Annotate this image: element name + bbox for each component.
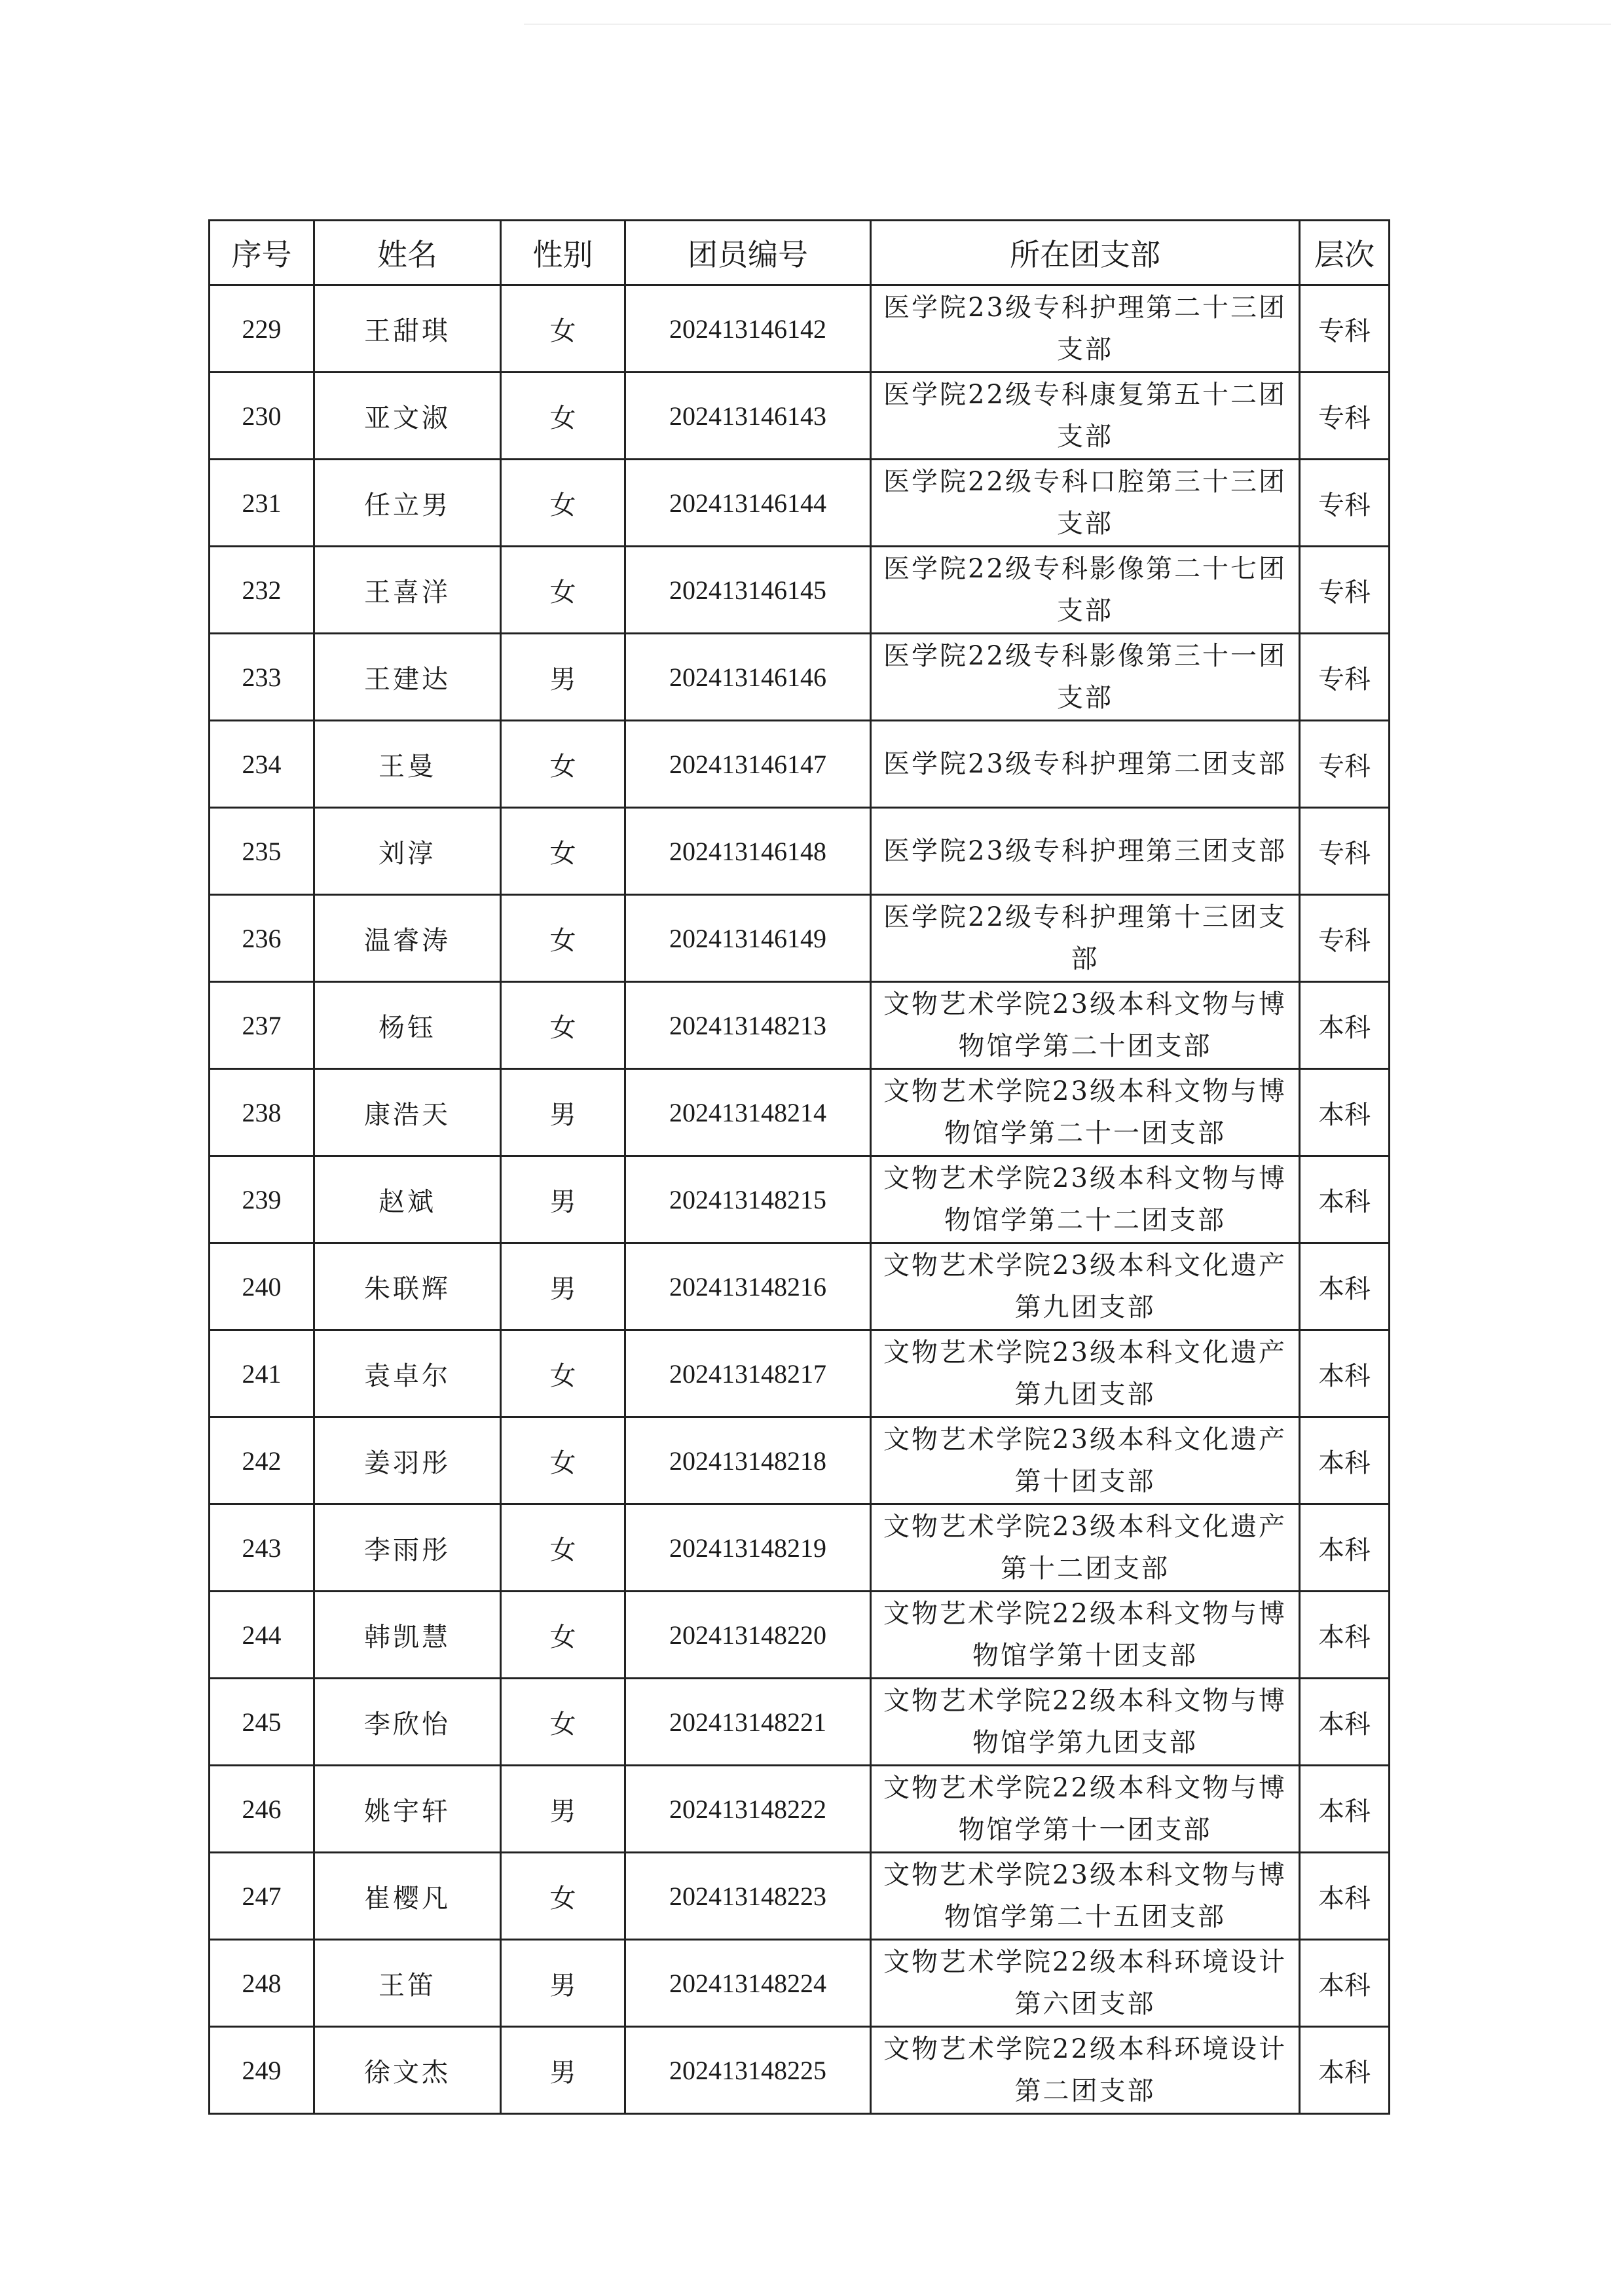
cell-gender: 女 bbox=[501, 1417, 625, 1504]
cell-seq: 239 bbox=[210, 1156, 314, 1243]
cell-level: 本科 bbox=[1300, 1853, 1390, 1940]
cell-name: 姜羽彤 bbox=[314, 1417, 501, 1504]
cell-gender: 男 bbox=[501, 1069, 625, 1156]
table-row bbox=[210, 1592, 1390, 1679]
table-row bbox=[210, 1940, 1390, 2027]
cell-member-id: 202413148224 bbox=[625, 1940, 871, 2027]
header-member-id: 团员编号 bbox=[625, 221, 871, 285]
cell-member-id: 202413148217 bbox=[625, 1330, 871, 1417]
cell-branch: 医学院23级专科护理第三团支部 bbox=[871, 808, 1300, 895]
cell-seq: 247 bbox=[210, 1853, 314, 1940]
cell-seq: 245 bbox=[210, 1679, 314, 1766]
header-level: 层次 bbox=[1300, 221, 1390, 285]
cell-branch: 文物艺术学院22级本科环境设计第六团支部 bbox=[871, 1940, 1300, 2027]
cell-gender: 女 bbox=[501, 547, 625, 634]
cell-name: 温睿涛 bbox=[314, 895, 501, 982]
cell-gender: 女 bbox=[501, 460, 625, 547]
header-row bbox=[210, 221, 1390, 285]
cell-member-id: 202413148213 bbox=[625, 982, 871, 1069]
cell-member-id: 202413146144 bbox=[625, 460, 871, 547]
cell-member-id: 202413148225 bbox=[625, 2027, 871, 2114]
cell-seq: 241 bbox=[210, 1330, 314, 1417]
table-row bbox=[210, 1243, 1390, 1330]
cell-seq: 235 bbox=[210, 808, 314, 895]
cell-gender: 女 bbox=[501, 1592, 625, 1679]
header-seq: 序号 bbox=[210, 221, 314, 285]
cell-level: 本科 bbox=[1300, 1766, 1390, 1853]
table-row bbox=[210, 373, 1390, 460]
cell-member-id: 202413146148 bbox=[625, 808, 871, 895]
cell-name: 李雨彤 bbox=[314, 1504, 501, 1592]
cell-name: 王建达 bbox=[314, 634, 501, 721]
cell-seq: 249 bbox=[210, 2027, 314, 2114]
cell-name: 袁卓尔 bbox=[314, 1330, 501, 1417]
cell-seq: 229 bbox=[210, 285, 314, 373]
cell-seq: 238 bbox=[210, 1069, 314, 1156]
cell-name: 朱联辉 bbox=[314, 1243, 501, 1330]
cell-branch: 文物艺术学院22级本科文物与博物馆学第十一团支部 bbox=[871, 1766, 1300, 1853]
cell-branch: 医学院22级专科护理第十三团支部 bbox=[871, 895, 1300, 982]
cell-level: 专科 bbox=[1300, 721, 1390, 808]
cell-seq: 236 bbox=[210, 895, 314, 982]
table-row bbox=[210, 1069, 1390, 1156]
header-gender: 性别 bbox=[501, 221, 625, 285]
table-row bbox=[210, 1417, 1390, 1504]
cell-name: 刘淳 bbox=[314, 808, 501, 895]
cell-member-id: 202413148218 bbox=[625, 1417, 871, 1504]
header-branch: 所在团支部 bbox=[871, 221, 1300, 285]
cell-branch: 文物艺术学院22级本科文物与博物馆学第十团支部 bbox=[871, 1592, 1300, 1679]
table-row bbox=[210, 1766, 1390, 1853]
cell-level: 本科 bbox=[1300, 1679, 1390, 1766]
cell-branch: 文物艺术学院23级本科文物与博物馆学第二十团支部 bbox=[871, 982, 1300, 1069]
cell-level: 专科 bbox=[1300, 460, 1390, 547]
cell-gender: 女 bbox=[501, 895, 625, 982]
cell-seq: 232 bbox=[210, 547, 314, 634]
cell-name: 赵斌 bbox=[314, 1156, 501, 1243]
cell-member-id: 202413146149 bbox=[625, 895, 871, 982]
cell-level: 本科 bbox=[1300, 1417, 1390, 1504]
table-row bbox=[210, 1679, 1390, 1766]
cell-name: 王甜琪 bbox=[314, 285, 501, 373]
cell-member-id: 202413148223 bbox=[625, 1853, 871, 1940]
cell-name: 杨钰 bbox=[314, 982, 501, 1069]
cell-gender: 女 bbox=[501, 1504, 625, 1592]
cell-seq: 240 bbox=[210, 1243, 314, 1330]
table-row bbox=[210, 1504, 1390, 1592]
cell-level: 本科 bbox=[1300, 1504, 1390, 1592]
cell-member-id: 202413146147 bbox=[625, 721, 871, 808]
cell-name: 康浩天 bbox=[314, 1069, 501, 1156]
cell-seq: 230 bbox=[210, 373, 314, 460]
table-row bbox=[210, 895, 1390, 982]
cell-branch: 文物艺术学院23级本科文物与博物馆学第二十二团支部 bbox=[871, 1156, 1300, 1243]
cell-name: 徐文杰 bbox=[314, 2027, 501, 2114]
cell-name: 韩凯慧 bbox=[314, 1592, 501, 1679]
cell-gender: 女 bbox=[501, 721, 625, 808]
cell-gender: 男 bbox=[501, 1243, 625, 1330]
cell-level: 本科 bbox=[1300, 1069, 1390, 1156]
cell-name: 李欣怡 bbox=[314, 1679, 501, 1766]
cell-branch: 医学院23级专科护理第二团支部 bbox=[871, 721, 1300, 808]
cell-level: 专科 bbox=[1300, 634, 1390, 721]
table-row bbox=[210, 634, 1390, 721]
table-row bbox=[210, 1853, 1390, 1940]
cell-member-id: 202413146146 bbox=[625, 634, 871, 721]
cell-branch: 医学院22级专科康复第五十二团支部 bbox=[871, 373, 1300, 460]
cell-member-id: 202413146143 bbox=[625, 373, 871, 460]
cell-branch: 医学院22级专科影像第三十一团支部 bbox=[871, 634, 1300, 721]
cell-gender: 男 bbox=[501, 2027, 625, 2114]
cell-name: 任立男 bbox=[314, 460, 501, 547]
cell-level: 专科 bbox=[1300, 373, 1390, 460]
cell-branch: 文物艺术学院22级本科环境设计第二团支部 bbox=[871, 2027, 1300, 2114]
table-row bbox=[210, 460, 1390, 547]
cell-seq: 248 bbox=[210, 1940, 314, 2027]
cell-gender: 男 bbox=[501, 634, 625, 721]
cell-gender: 男 bbox=[501, 1766, 625, 1853]
cell-level: 本科 bbox=[1300, 2027, 1390, 2114]
cell-branch: 文物艺术学院23级本科文物与博物馆学第二十五团支部 bbox=[871, 1853, 1300, 1940]
cell-seq: 242 bbox=[210, 1417, 314, 1504]
cell-level: 本科 bbox=[1300, 1243, 1390, 1330]
cell-name: 崔樱凡 bbox=[314, 1853, 501, 1940]
cell-branch: 医学院23级专科护理第二十三团支部 bbox=[871, 285, 1300, 373]
cell-gender: 女 bbox=[501, 285, 625, 373]
cell-member-id: 202413148221 bbox=[625, 1679, 871, 1766]
cell-member-id: 202413146142 bbox=[625, 285, 871, 373]
cell-member-id: 202413148214 bbox=[625, 1069, 871, 1156]
cell-seq: 237 bbox=[210, 982, 314, 1069]
cell-gender: 男 bbox=[501, 1940, 625, 2027]
cell-seq: 243 bbox=[210, 1504, 314, 1592]
cell-member-id: 202413148215 bbox=[625, 1156, 871, 1243]
cell-gender: 女 bbox=[501, 1679, 625, 1766]
header-name: 姓名 bbox=[314, 221, 501, 285]
cell-branch: 文物艺术学院23级本科文化遗产第十团支部 bbox=[871, 1417, 1300, 1504]
cell-name: 亚文淑 bbox=[314, 373, 501, 460]
cell-level: 本科 bbox=[1300, 1330, 1390, 1417]
cell-branch: 文物艺术学院23级本科文物与博物馆学第二十一团支部 bbox=[871, 1069, 1300, 1156]
cell-member-id: 202413146145 bbox=[625, 547, 871, 634]
cell-level: 本科 bbox=[1300, 982, 1390, 1069]
cell-member-id: 202413148216 bbox=[625, 1243, 871, 1330]
cell-branch: 医学院22级专科口腔第三十三团支部 bbox=[871, 460, 1300, 547]
cell-seq: 244 bbox=[210, 1592, 314, 1679]
cell-level: 专科 bbox=[1300, 895, 1390, 982]
table-row bbox=[210, 285, 1390, 373]
cell-member-id: 202413148219 bbox=[625, 1504, 871, 1592]
cell-gender: 男 bbox=[501, 1156, 625, 1243]
cell-seq: 231 bbox=[210, 460, 314, 547]
cell-name: 王喜洋 bbox=[314, 547, 501, 634]
cell-gender: 女 bbox=[501, 982, 625, 1069]
cell-gender: 女 bbox=[501, 1330, 625, 1417]
cell-member-id: 202413148220 bbox=[625, 1592, 871, 1679]
cell-level: 专科 bbox=[1300, 808, 1390, 895]
cell-gender: 女 bbox=[501, 808, 625, 895]
cell-seq: 233 bbox=[210, 634, 314, 721]
cell-level: 本科 bbox=[1300, 1592, 1390, 1679]
cell-branch: 文物艺术学院23级本科文化遗产第九团支部 bbox=[871, 1243, 1300, 1330]
table-row bbox=[210, 721, 1390, 808]
cell-gender: 女 bbox=[501, 1853, 625, 1940]
member-roster-table bbox=[208, 219, 1390, 2115]
cell-branch: 文物艺术学院22级本科文物与博物馆学第九团支部 bbox=[871, 1679, 1300, 1766]
cell-name: 王曼 bbox=[314, 721, 501, 808]
cell-level: 本科 bbox=[1300, 1156, 1390, 1243]
cell-branch: 医学院22级专科影像第二十七团支部 bbox=[871, 547, 1300, 634]
cell-gender: 女 bbox=[501, 373, 625, 460]
cell-level: 专科 bbox=[1300, 547, 1390, 634]
cell-seq: 246 bbox=[210, 1766, 314, 1853]
table-row bbox=[210, 1330, 1390, 1417]
cell-seq: 234 bbox=[210, 721, 314, 808]
scan-edge-line bbox=[524, 24, 1611, 25]
cell-branch: 文物艺术学院23级本科文化遗产第十二团支部 bbox=[871, 1504, 1300, 1592]
cell-level: 专科 bbox=[1300, 285, 1390, 373]
cell-branch: 文物艺术学院23级本科文化遗产第九团支部 bbox=[871, 1330, 1300, 1417]
table-row bbox=[210, 547, 1390, 634]
table-row bbox=[210, 808, 1390, 895]
cell-name: 王笛 bbox=[314, 1940, 501, 2027]
cell-member-id: 202413148222 bbox=[625, 1766, 871, 1853]
roster-body bbox=[210, 285, 1390, 2114]
table-row bbox=[210, 1156, 1390, 1243]
cell-name: 姚宇轩 bbox=[314, 1766, 501, 1853]
table-row bbox=[210, 2027, 1390, 2114]
cell-level: 本科 bbox=[1300, 1940, 1390, 2027]
table-row bbox=[210, 982, 1390, 1069]
